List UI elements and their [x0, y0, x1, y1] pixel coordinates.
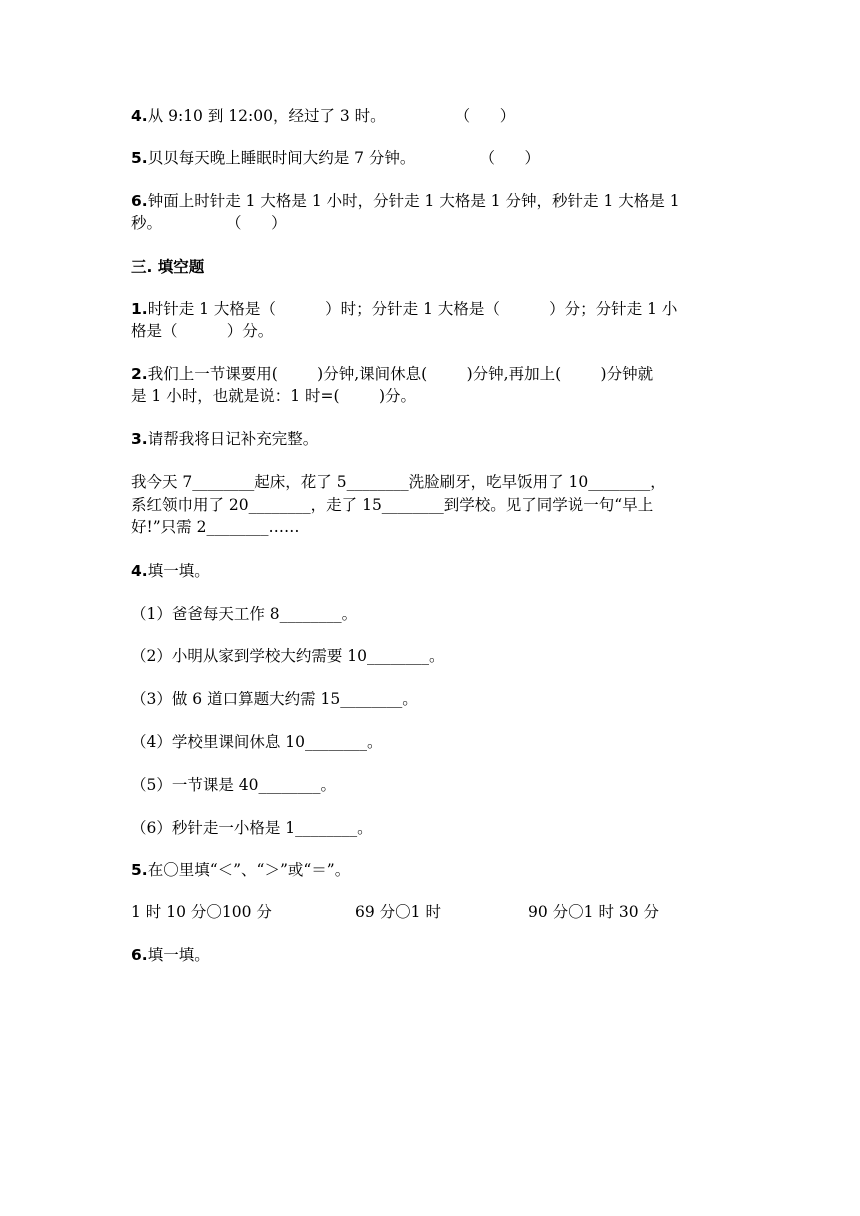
- fill-q4: [131, 560, 210, 582]
- question-text: 从 9:10 到 12:00，经过了 3 时。 （ ）: [147, 107, 516, 125]
- fill-q4-item-2: （2）小明从家到学校大约需要 10________。: [131, 647, 445, 665]
- fill-q4-item-3: （3）做 6 道口算题大约需 15________。: [131, 690, 418, 708]
- question-number: 4.: [131, 107, 148, 125]
- question-number: 2.: [131, 365, 148, 383]
- fill-q2-line2: 是 1 小时，也就是说：1 时=( )分。: [131, 387, 417, 405]
- comparison-1: 1 时 10 分〇100 分: [131, 903, 272, 921]
- fill-q1-line1: [131, 298, 677, 320]
- fill-q5: [131, 859, 350, 881]
- fill-q4-item-5: （5）一节课是 40________。: [131, 776, 337, 794]
- question-text: 贝贝每天晚上睡眠时间大约是 7 分钟。 （ ）: [147, 149, 541, 167]
- judge-q6-line1: [131, 190, 680, 212]
- question-number: 5.: [131, 861, 148, 879]
- question-text: 我们上一节课要用( )分钟,课间休息( )分钟,再加上( )分钟就: [147, 365, 654, 383]
- judge-q5: [131, 147, 540, 169]
- comparison-3: 90 分〇1 时 30 分: [528, 903, 660, 921]
- question-text: 钟面上时针走 1 大格是 1 小时，分针走 1 大格是 1 分钟，秒针走 1 大格是 1: [147, 192, 680, 210]
- question-number: 1.: [131, 300, 148, 318]
- section-title: 三. 填空题: [131, 258, 205, 276]
- question-number: 3.: [131, 430, 148, 448]
- fill-q4-item-4: （4）学校里课间休息 10________。: [131, 733, 383, 751]
- fill-q3: [131, 428, 318, 450]
- diary-line3: 好!”只需 2________……: [131, 518, 300, 536]
- judge-q6-line2: 秒。 （ ）: [131, 214, 287, 232]
- question-number: 4.: [131, 562, 148, 580]
- diary-line1: 我今天 7________起床，花了 5________洗脸刷牙，吃早饭用了 10________，: [131, 473, 666, 491]
- diary-line2: 系红领巾用了 20________，走了 15________到学校。见了同学说一句“早上: [131, 496, 654, 514]
- fill-q1-line2: 格是（ ）分。: [131, 322, 274, 340]
- question-number: 6.: [131, 192, 148, 210]
- judge-q4: [131, 105, 515, 127]
- question-text: 填一填。: [147, 562, 210, 580]
- fill-q6: [131, 944, 210, 966]
- question-text: 填一填。: [147, 946, 210, 964]
- question-number: 5.: [131, 149, 148, 167]
- question-text: 时针走 1 大格是（ ）时；分针走 1 大格是（ ）分；分针走 1 小: [147, 300, 678, 318]
- fill-q2-line1: [131, 363, 653, 385]
- question-number: 6.: [131, 946, 148, 964]
- question-text: 在〇里填“＜”、“＞”或“＝”。: [147, 861, 351, 879]
- comparison-2: 69 分〇1 时: [355, 903, 441, 921]
- fill-q4-item-6: （6）秒针走一小格是 1________。: [131, 819, 373, 837]
- question-text: 请帮我将日记补充完整。: [147, 430, 319, 448]
- fill-q4-item-1: （1）爸爸每天工作 8________。: [131, 605, 358, 623]
